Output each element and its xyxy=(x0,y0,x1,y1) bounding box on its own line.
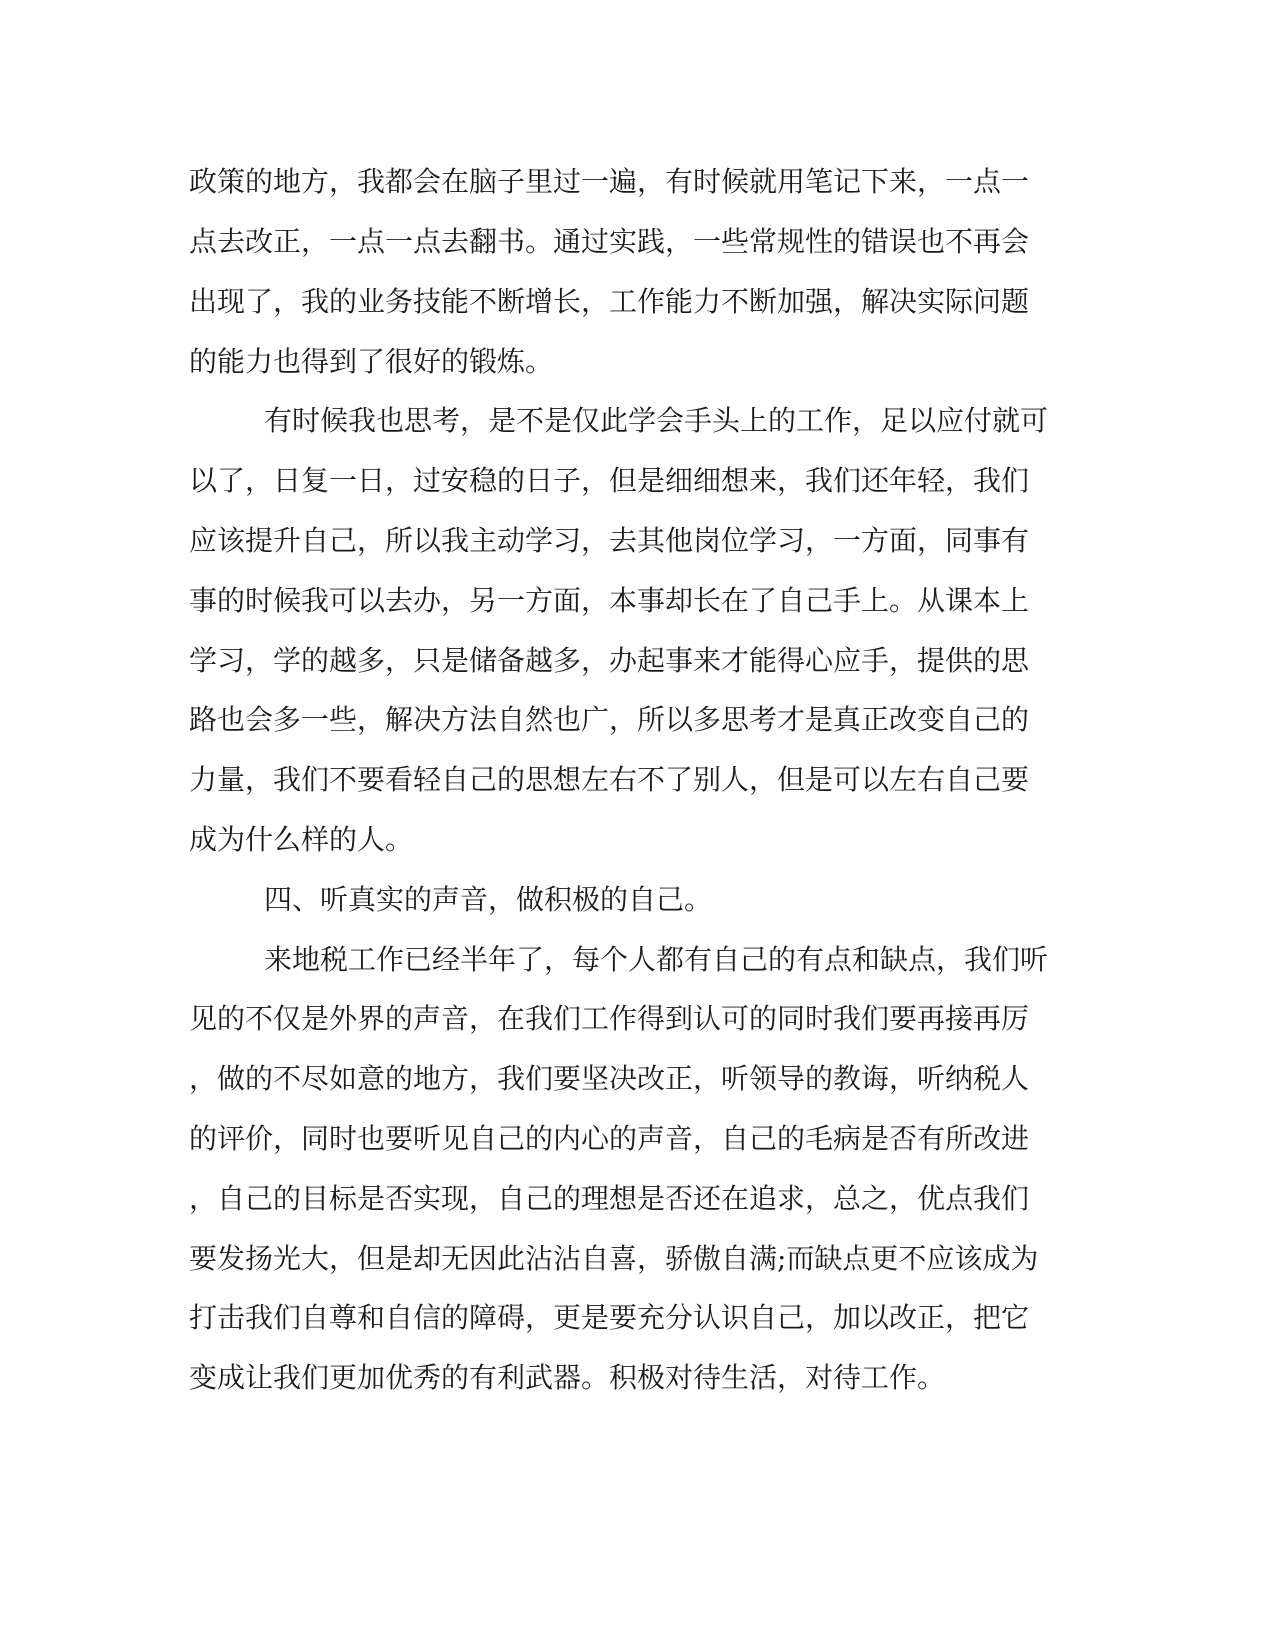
text-line: ，自己的目标是否实现，自己的理想是否还在追求，总之，优点我们 xyxy=(189,1182,1030,1215)
paragraph-first-line: 有时候我也思考，是不是仅此学会手头上的工作，足以应付就可 xyxy=(264,404,1049,437)
text-line: 见的不仅是外界的声音，在我们工作得到认可的同时我们要再接再厉 xyxy=(189,1002,1030,1035)
text-line: 成为什么样的人。 xyxy=(189,823,414,856)
paragraph-first-line: 来地税工作已经半年了，每个人都有自己的有点和缺点，我们听 xyxy=(264,943,1049,976)
text-line: 打击我们自尊和自信的障碍，更是要充分认识自己，加以改正，把它 xyxy=(189,1301,1030,1334)
text-line: 的能力也得到了很好的锻炼。 xyxy=(189,345,554,378)
text-line: 政策的地方，我都会在脑子里过一遍，有时候就用笔记下来，一点一 xyxy=(189,165,1030,198)
text-line: ，做的不尽如意的地方，我们要坚决改正，听领导的教诲，听纳税人 xyxy=(189,1062,1030,1095)
section-heading: 四、听真实的声音，做积极的自己。 xyxy=(264,883,713,916)
text-line: 以了，日复一日，过安稳的日子，但是细细想来，我们还年轻，我们 xyxy=(189,464,1030,497)
text-line: 点去改正，一点一点去翻书。通过实践，一些常规性的错误也不再会 xyxy=(189,225,1030,258)
text-line: 路也会多一些，解决方法自然也广，所以多思考才是真正改变自己的 xyxy=(189,703,1030,736)
text-line: 事的时候我可以去办，另一方面，本事却长在了自己手上。从课本上 xyxy=(189,584,1030,617)
text-line: 要发扬光大，但是却无因此沾沾自喜，骄傲自满;而缺点更不应该成为 xyxy=(189,1242,1039,1275)
text-line: 应该提升自己，所以我主动学习，去其他岗位学习，一方面，同事有 xyxy=(189,524,1030,557)
text-line: 的评价，同时也要听见自己的内心的声音，自己的毛病是否有所改进 xyxy=(189,1122,1030,1155)
text-line: 学习，学的越多，只是储备越多，办起事来才能得心应手，提供的思 xyxy=(189,644,1030,677)
text-line: 出现了，我的业务技能不断增长，工作能力不断加强，解决实际问题 xyxy=(189,285,1030,318)
text-line: 变成让我们更加优秀的有利武器。积极对待生活，对待工作。 xyxy=(189,1361,946,1394)
text-line: 力量，我们不要看轻自己的思想左右不了别人，但是可以左右自己要 xyxy=(189,763,1030,796)
